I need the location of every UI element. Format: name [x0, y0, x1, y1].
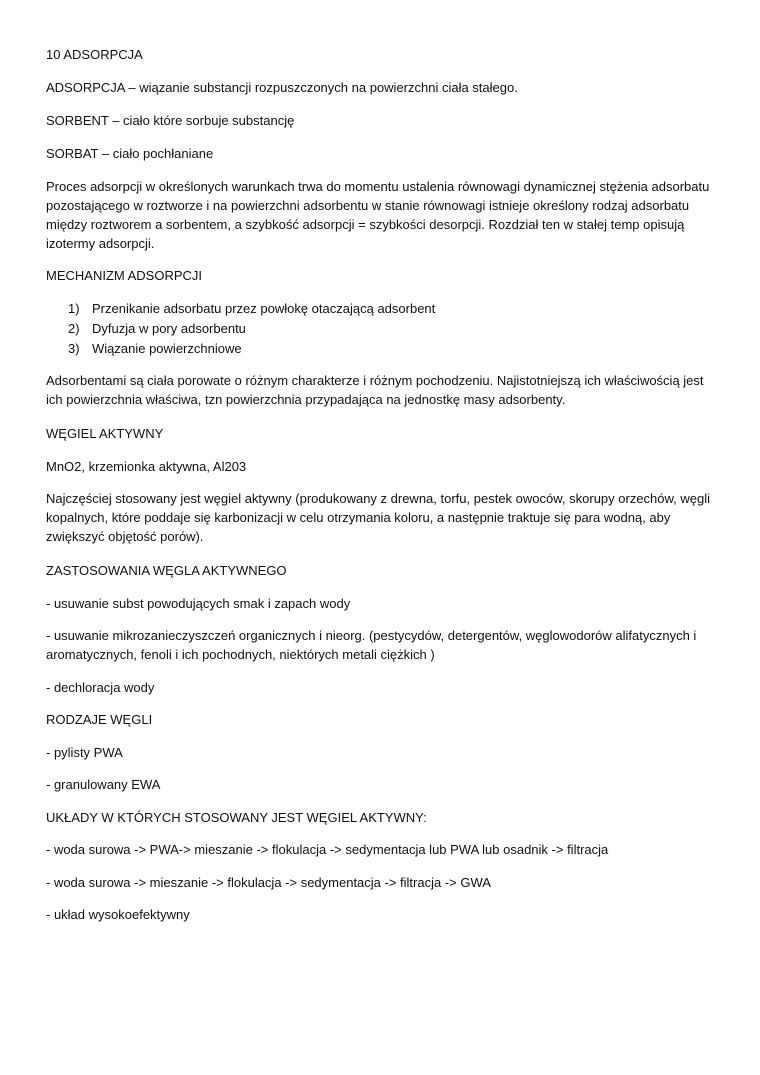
list-item — [46, 319, 714, 339]
system-item-high-efficiency: - układ wysokoefektywny — [46, 907, 190, 922]
adsorbents-paragraph: Adsorbentami są ciała porowate o różnym charakterze i różnym pochodzeniu. Najistotniejszą ich właściwością jest ich powierzchnia właściwa, tzn powierzchnia przypadająca na jednostkę masy adsorbenty. — [46, 373, 704, 407]
system-item-gwa: - woda surowa -> mieszanie -> flokulacja -> sedymentacja -> filtracja -> GWA — [46, 875, 491, 890]
list-item-number: 3) — [68, 341, 80, 356]
most-used-paragraph: Najczęściej stosowany jest węgiel aktywny (produkowany z drewna, torfu, pestek owoców, skorupy orzechów, węgli kopalnych, które poddaje się karbonizacji w celu otrzymania koloru, a następnie traktuje się para wodną, aby zwiększyć objętość porów). — [46, 491, 711, 544]
list-item-text: Dyfuzja w pory adsorbentu — [92, 321, 246, 336]
use-item-taste: - usuwanie subst powodujących smak i zapach wody — [46, 596, 351, 611]
process-paragraph: Proces adsorpcji w określonych warunkach trwa do momentu ustalenia równowagi dynamicznej stężenia adsorbatu pozostającego w roztworze i na powierzchni adsorbentu w stanie równowagi istnieje określony rodzaj adsorbatu między roztworem a sorbentem, a szybkość adsorpcji = szybkości desorpcji. Rozdział ten w stałej temp opisują izotermy adsorpcji. — [46, 179, 710, 251]
list-item-text: Przenikanie adsorbatu przez powłokę otaczającą adsorbent — [92, 301, 436, 316]
types-heading: RODZAJE WĘGLI — [46, 712, 153, 727]
mechanism-heading: MECHANIZM ADSORPCJI — [46, 268, 203, 283]
use-item-micropollutants: - usuwanie mikrozanieczyszczeń organicznych i nieorg. (pestycydów, detergentów, węglowodorów alifatycznych i aromatycznych, fenoli i ich pochodnych, niektórych metali ciężkich ) — [46, 628, 697, 662]
definition-sorbat: SORBAT – ciało pochłaniane — [46, 146, 214, 161]
definition-adsorpcja: ADSORPCJA – wiązanie substancji rozpuszczonych na powierzchni ciała stałego. — [46, 80, 518, 95]
type-item-ewa: - granulowany EWA — [46, 777, 161, 792]
carbon-heading: WĘGIEL AKTYWNY — [46, 426, 164, 441]
list-item-text: Wiązanie powierzchniowe — [92, 341, 242, 356]
type-item-pwa: - pylisty PWA — [46, 745, 123, 760]
list-item-number: 1) — [68, 301, 80, 316]
mechanism-list — [46, 299, 714, 359]
definition-sorbent: SORBENT – ciało które sorbuje substancję — [46, 113, 295, 128]
system-item-pwa: - woda surowa -> PWA-> mieszanie -> flokulacja -> sedymentacja lub PWA lub osadnik -> filtracja — [46, 842, 609, 857]
use-item-dechlorination: - dechloracja wody — [46, 680, 155, 695]
list-item — [46, 339, 714, 359]
uses-heading: ZASTOSOWANIA WĘGLA AKTYWNEGO — [46, 563, 287, 578]
systems-heading: UKŁADY W KTÓRYCH STOSOWANY JEST WĘGIEL AKTYWNY: — [46, 810, 427, 825]
document-title: 10 ADSORPCJA — [46, 47, 143, 62]
other-adsorbents: MnO2, krzemionka aktywna, Al203 — [46, 459, 247, 474]
list-item-number: 2) — [68, 321, 80, 336]
list-item — [46, 299, 714, 319]
